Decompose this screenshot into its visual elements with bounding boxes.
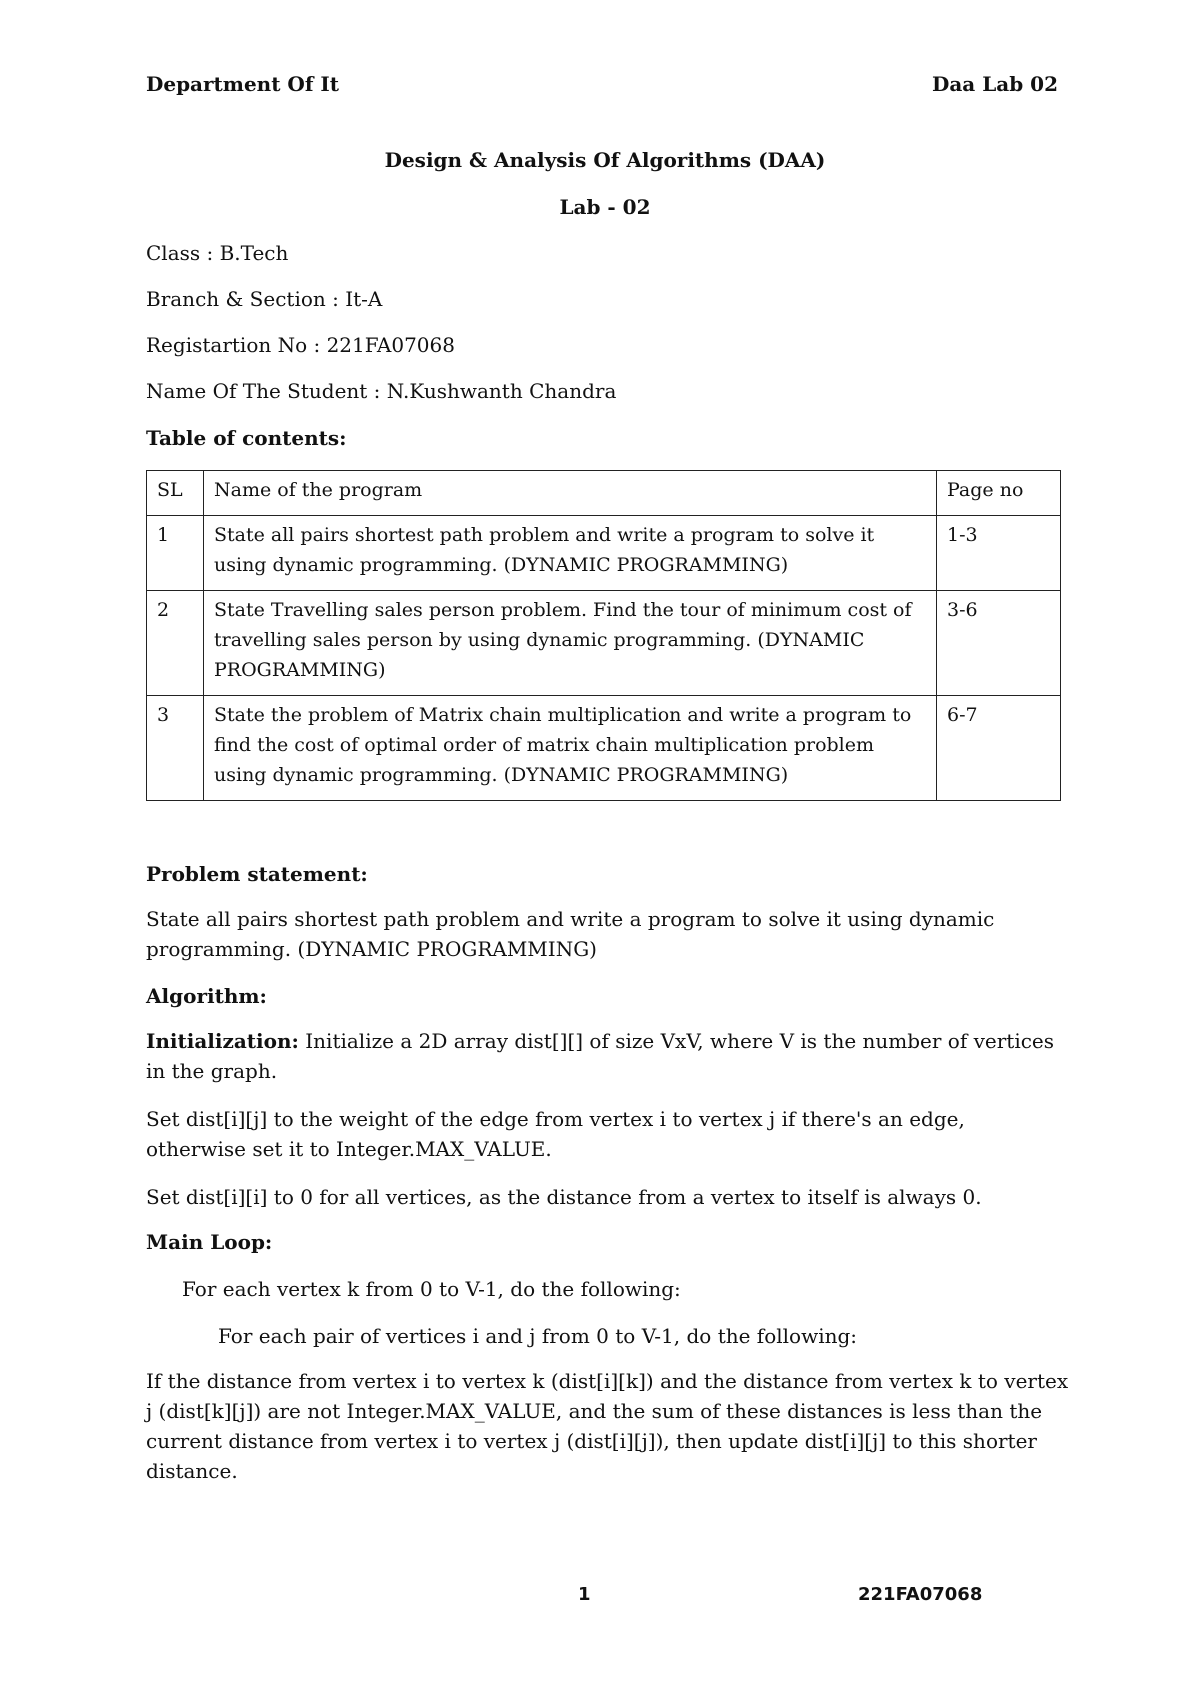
toc-sl: 3 bbox=[147, 696, 204, 801]
toc-page: 6-7 bbox=[937, 696, 1061, 801]
toc-col-page: Page no bbox=[937, 471, 1061, 516]
update-condition: If the distance from vertex i to vertex k (dist[i][k]) and the distance from vertex k to vertex j (dist[k][j]) are not Integer.MAX_VALUE, and the sum of these distances is less than the current distance from vertex i to vertex j (dist[i][j]), then update dist[i][j] to this shorter distance. bbox=[146, 1369, 1069, 1483]
problem-text: State all pairs shortest path problem and write a program to solve it using dynamic programming. (DYNAMIC PROGRAMMING) bbox=[146, 907, 995, 961]
initialization-label: Initialization: bbox=[146, 1029, 299, 1053]
table-row bbox=[147, 516, 1061, 591]
initialization-text: Initialize a 2D array dist[][] of size VxV, where V is the number of vertices in the graph. bbox=[146, 1029, 1055, 1083]
problem-heading: Problem statement: bbox=[146, 862, 368, 886]
student-name-info: Name Of The Student : N.Kushwanth Chandra bbox=[146, 379, 617, 403]
document-subtitle: Lab - 02 bbox=[559, 195, 651, 219]
algorithm-heading: Algorithm: bbox=[146, 984, 267, 1008]
toc-heading: Table of contents: bbox=[146, 426, 347, 450]
footer-id: 221FA07068 bbox=[858, 1584, 983, 1605]
loop-ij: For each pair of vertices i and j from 0 to V-1, do the following: bbox=[218, 1324, 858, 1348]
document-title: Design & Analysis Of Algorithms (DAA) bbox=[384, 148, 826, 172]
toc-sl: 2 bbox=[147, 591, 204, 696]
class-info: Class : B.Tech bbox=[146, 241, 289, 265]
loop-k: For each vertex k from 0 to V-1, do the following: bbox=[182, 1277, 681, 1301]
toc-page: 1-3 bbox=[937, 516, 1061, 591]
toc-program-name: State all pairs shortest path problem and write a program to solve it using dynamic programming. (DYNAMIC PROGRAMMING) bbox=[204, 516, 937, 591]
toc-table bbox=[146, 470, 1061, 801]
branch-info: Branch & Section : It-A bbox=[146, 287, 383, 311]
table-row bbox=[147, 591, 1061, 696]
set-edge-weights: Set dist[i][j] to the weight of the edge from vertex i to vertex j if there's an edge, otherwise set it to Integer.MAX_VALUE. bbox=[146, 1107, 965, 1161]
toc-col-name: Name of the program bbox=[204, 471, 937, 516]
header-lab: Daa Lab 02 bbox=[931, 72, 1058, 96]
page-number: 1 bbox=[578, 1584, 591, 1605]
toc-page: 3-6 bbox=[937, 591, 1061, 696]
main-loop-heading: Main Loop: bbox=[146, 1230, 273, 1254]
toc-header-row bbox=[147, 471, 1061, 516]
toc-program-name: State Travelling sales person problem. Find the tour of minimum cost of travelling sales person by using dynamic programming. (DYNAMIC PROGRAMMING) bbox=[204, 591, 937, 696]
toc-col-sl: SL bbox=[147, 471, 204, 516]
header-department: Department Of It bbox=[146, 72, 339, 96]
registration-info: Registartion No : 221FA07068 bbox=[146, 333, 455, 357]
table-row bbox=[147, 696, 1061, 801]
set-diagonal-zero: Set dist[i][i] to 0 for all vertices, as the distance from a vertex to itself is always 0. bbox=[146, 1185, 982, 1209]
toc-program-name: State the problem of Matrix chain multiplication and write a program to find the cost of optimal order of matrix chain multiplication problem using dynamic programming. (DYNAMIC PROGRAMMING) bbox=[204, 696, 937, 801]
toc-sl: 1 bbox=[147, 516, 204, 591]
initialization-paragraph bbox=[146, 1026, 1071, 1086]
